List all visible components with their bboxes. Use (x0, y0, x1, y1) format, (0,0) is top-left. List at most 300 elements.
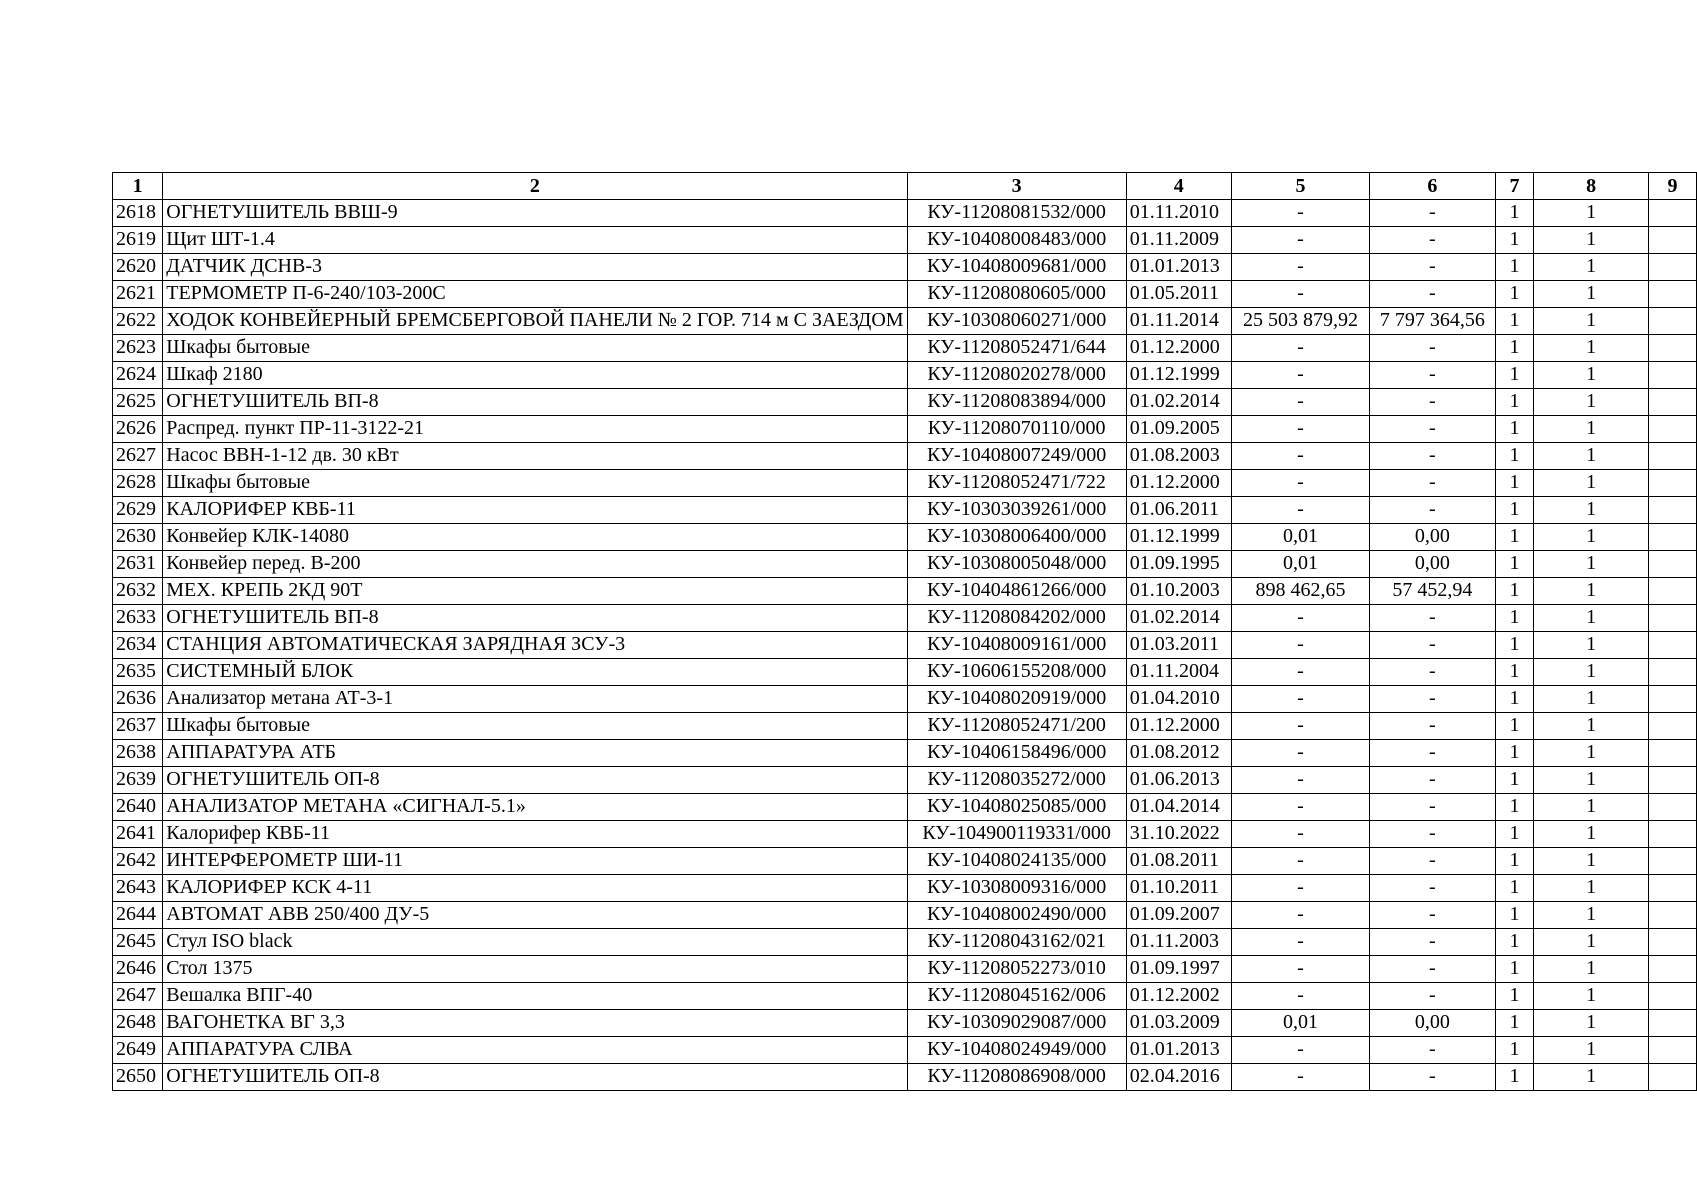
value-col5-cell: 0,01 (1231, 1010, 1369, 1037)
table-row (113, 902, 1697, 929)
item-name-cell: Шкафы бытовые (163, 335, 907, 362)
item-name-cell: КАЛОРИФЕР КВБ-11 (163, 497, 907, 524)
value-col5-cell: - (1231, 443, 1369, 470)
row-number-cell: 2620 (113, 254, 163, 281)
count-col8-cell: 1 (1534, 227, 1649, 254)
value-col5-cell: - (1231, 713, 1369, 740)
col9-cell (1649, 416, 1697, 443)
row-number-cell: 2619 (113, 227, 163, 254)
col9-cell (1649, 794, 1697, 821)
col9-cell (1649, 443, 1697, 470)
value-col5-cell: - (1231, 956, 1369, 983)
inventory-code-cell: КУ-11208043162/021 (907, 929, 1126, 956)
date-cell: 01.12.2000 (1126, 470, 1231, 497)
item-name-cell: МЕХ. КРЕПЬ 2КД 90Т (163, 578, 907, 605)
row-number-cell: 2625 (113, 389, 163, 416)
inventory-code-cell: КУ-10408025085/000 (907, 794, 1126, 821)
row-number-cell: 2648 (113, 1010, 163, 1037)
table-row (113, 578, 1697, 605)
item-name-cell: Щит ШТ-1.4 (163, 227, 907, 254)
table-row (113, 362, 1697, 389)
item-name-cell: Стул ISO black (163, 929, 907, 956)
count-col7-cell: 1 (1495, 578, 1534, 605)
inventory-code-cell: КУ-10606155208/000 (907, 659, 1126, 686)
inventory-code-cell: КУ-11208052273/010 (907, 956, 1126, 983)
date-cell: 01.09.1997 (1126, 956, 1231, 983)
inventory-code-cell: КУ-10408002490/000 (907, 902, 1126, 929)
date-cell: 01.04.2010 (1126, 686, 1231, 713)
value-col6-cell: - (1370, 713, 1496, 740)
value-col5-cell: 898 462,65 (1231, 578, 1369, 605)
count-col7-cell: 1 (1495, 956, 1534, 983)
value-col6-cell: - (1370, 740, 1496, 767)
inventory-code-cell: КУ-11208052471/200 (907, 713, 1126, 740)
value-col6-cell: - (1370, 902, 1496, 929)
count-col7-cell: 1 (1495, 254, 1534, 281)
count-col7-cell: 1 (1495, 443, 1534, 470)
value-col6-cell: - (1370, 929, 1496, 956)
count-col7-cell: 1 (1495, 227, 1534, 254)
row-number-cell: 2638 (113, 740, 163, 767)
col9-cell (1649, 389, 1697, 416)
column-header-2: 2 (163, 173, 907, 200)
row-number-cell: 2645 (113, 929, 163, 956)
col9-cell (1649, 605, 1697, 632)
row-number-cell: 2629 (113, 497, 163, 524)
value-col6-cell: - (1370, 1064, 1496, 1091)
inventory-code-cell: КУ-10309029087/000 (907, 1010, 1126, 1037)
value-col6-cell: - (1370, 254, 1496, 281)
inventory-code-cell: КУ-10408009161/000 (907, 632, 1126, 659)
count-col7-cell: 1 (1495, 929, 1534, 956)
table-row (113, 416, 1697, 443)
table-row (113, 794, 1697, 821)
count-col8-cell: 1 (1534, 686, 1649, 713)
row-number-cell: 2644 (113, 902, 163, 929)
table-row (113, 389, 1697, 416)
value-col5-cell: - (1231, 335, 1369, 362)
col9-cell (1649, 470, 1697, 497)
inventory-code-cell: КУ-11208080605/000 (907, 281, 1126, 308)
col9-cell (1649, 524, 1697, 551)
value-col6-cell: - (1370, 200, 1496, 227)
count-col8-cell: 1 (1534, 497, 1649, 524)
value-col5-cell: - (1231, 227, 1369, 254)
col9-cell (1649, 578, 1697, 605)
inventory-code-cell: КУ-10406158496/000 (907, 740, 1126, 767)
table-row (113, 713, 1697, 740)
value-col6-cell: - (1370, 605, 1496, 632)
date-cell: 01.09.2007 (1126, 902, 1231, 929)
date-cell: 01.12.2000 (1126, 335, 1231, 362)
row-number-cell: 2631 (113, 551, 163, 578)
item-name-cell: ХОДОК КОНВЕЙЕРНЫЙ БРЕМСБЕРГОВОЙ ПАНЕЛИ № 2 ГОР. 714 м С ЗАЕЗДОМ (163, 308, 907, 335)
date-cell: 01.01.2013 (1126, 254, 1231, 281)
value-col5-cell: - (1231, 497, 1369, 524)
count-col7-cell: 1 (1495, 848, 1534, 875)
table-row (113, 956, 1697, 983)
table-row (113, 443, 1697, 470)
count-col7-cell: 1 (1495, 794, 1534, 821)
col9-cell (1649, 686, 1697, 713)
header-row (113, 173, 1697, 200)
value-col6-cell: - (1370, 875, 1496, 902)
item-name-cell: Шкафы бытовые (163, 470, 907, 497)
value-col5-cell: - (1231, 767, 1369, 794)
date-cell: 01.08.2003 (1126, 443, 1231, 470)
column-header-8: 8 (1534, 173, 1649, 200)
value-col5-cell: - (1231, 740, 1369, 767)
value-col6-cell: - (1370, 335, 1496, 362)
count-col7-cell: 1 (1495, 389, 1534, 416)
value-col5-cell: - (1231, 686, 1369, 713)
column-header-9: 9 (1649, 173, 1697, 200)
value-col5-cell: - (1231, 902, 1369, 929)
row-number-cell: 2646 (113, 956, 163, 983)
count-col7-cell: 1 (1495, 308, 1534, 335)
table-row (113, 1037, 1697, 1064)
value-col6-cell: - (1370, 632, 1496, 659)
row-number-cell: 2635 (113, 659, 163, 686)
value-col5-cell: - (1231, 281, 1369, 308)
value-col5-cell: - (1231, 416, 1369, 443)
count-col7-cell: 1 (1495, 200, 1534, 227)
table-row (113, 1064, 1697, 1091)
table-row (113, 470, 1697, 497)
table-row (113, 254, 1697, 281)
count-col7-cell: 1 (1495, 335, 1534, 362)
value-col5-cell: - (1231, 929, 1369, 956)
date-cell: 01.05.2011 (1126, 281, 1231, 308)
table-row (113, 605, 1697, 632)
inventory-code-cell: КУ-11208052471/722 (907, 470, 1126, 497)
date-cell: 01.01.2013 (1126, 1037, 1231, 1064)
value-col6-cell: 57 452,94 (1370, 578, 1496, 605)
table-row (113, 335, 1697, 362)
item-name-cell: КАЛОРИФЕР КСК 4-11 (163, 875, 907, 902)
table-row (113, 848, 1697, 875)
item-name-cell: СИСТЕМНЫЙ БЛОК (163, 659, 907, 686)
col9-cell (1649, 821, 1697, 848)
value-col5-cell: - (1231, 1037, 1369, 1064)
date-cell: 01.11.2014 (1126, 308, 1231, 335)
inventory-code-cell: КУ-104900119331/000 (907, 821, 1126, 848)
row-number-cell: 2618 (113, 200, 163, 227)
count-col8-cell: 1 (1534, 956, 1649, 983)
table-row (113, 308, 1697, 335)
row-number-cell: 2650 (113, 1064, 163, 1091)
table-row (113, 497, 1697, 524)
row-number-cell: 2637 (113, 713, 163, 740)
date-cell: 01.10.2011 (1126, 875, 1231, 902)
table-row (113, 929, 1697, 956)
table-row (113, 632, 1697, 659)
count-col7-cell: 1 (1495, 632, 1534, 659)
inventory-code-cell: КУ-11208083894/000 (907, 389, 1126, 416)
value-col5-cell: - (1231, 983, 1369, 1010)
count-col7-cell: 1 (1495, 875, 1534, 902)
inventory-code-cell: КУ-10404861266/000 (907, 578, 1126, 605)
count-col7-cell: 1 (1495, 740, 1534, 767)
value-col5-cell: - (1231, 632, 1369, 659)
item-name-cell: ВАГОНЕТКА ВГ 3,3 (163, 1010, 907, 1037)
value-col6-cell: - (1370, 848, 1496, 875)
table-row (113, 524, 1697, 551)
value-col5-cell: 25 503 879,92 (1231, 308, 1369, 335)
count-col8-cell: 1 (1534, 281, 1649, 308)
column-header-5: 5 (1231, 173, 1369, 200)
date-cell: 01.12.1999 (1126, 362, 1231, 389)
value-col6-cell: - (1370, 821, 1496, 848)
row-number-cell: 2628 (113, 470, 163, 497)
item-name-cell: АППАРАТУРА СЛВА (163, 1037, 907, 1064)
table-row (113, 1010, 1697, 1037)
row-number-cell: 2632 (113, 578, 163, 605)
value-col6-cell: - (1370, 416, 1496, 443)
row-number-cell: 2641 (113, 821, 163, 848)
count-col7-cell: 1 (1495, 767, 1534, 794)
inventory-code-cell: КУ-10408020919/000 (907, 686, 1126, 713)
count-col7-cell: 1 (1495, 902, 1534, 929)
item-name-cell: ОГНЕТУШИТЕЛЬ ВП-8 (163, 605, 907, 632)
date-cell: 01.11.2010 (1126, 200, 1231, 227)
date-cell: 01.03.2011 (1126, 632, 1231, 659)
table-row (113, 740, 1697, 767)
inventory-code-cell: КУ-11208070110/000 (907, 416, 1126, 443)
count-col8-cell: 1 (1534, 200, 1649, 227)
date-cell: 01.12.2002 (1126, 983, 1231, 1010)
date-cell: 01.06.2011 (1126, 497, 1231, 524)
item-name-cell: СТАНЦИЯ АВТОМАТИЧЕСКАЯ ЗАРЯДНАЯ ЗСУ-3 (163, 632, 907, 659)
col9-cell (1649, 659, 1697, 686)
col9-cell (1649, 767, 1697, 794)
table-row (113, 281, 1697, 308)
row-number-cell: 2626 (113, 416, 163, 443)
inventory-code-cell: КУ-11208052471/644 (907, 335, 1126, 362)
row-number-cell: 2649 (113, 1037, 163, 1064)
value-col5-cell: - (1231, 200, 1369, 227)
count-col8-cell: 1 (1534, 713, 1649, 740)
col9-cell (1649, 308, 1697, 335)
value-col6-cell: 0,00 (1370, 524, 1496, 551)
count-col8-cell: 1 (1534, 875, 1649, 902)
col9-cell (1649, 497, 1697, 524)
item-name-cell: ИНТЕРФЕРОМЕТР ШИ-11 (163, 848, 907, 875)
value-col5-cell: - (1231, 605, 1369, 632)
count-col8-cell: 1 (1534, 632, 1649, 659)
table-row (113, 875, 1697, 902)
table-row (113, 227, 1697, 254)
inventory-code-cell: КУ-10408008483/000 (907, 227, 1126, 254)
column-header-4: 4 (1126, 173, 1231, 200)
count-col8-cell: 1 (1534, 1037, 1649, 1064)
value-col6-cell: - (1370, 443, 1496, 470)
col9-cell (1649, 740, 1697, 767)
item-name-cell: Анализатор метана АТ-3-1 (163, 686, 907, 713)
item-name-cell: ОГНЕТУШИТЕЛЬ ОП-8 (163, 1064, 907, 1091)
table-body (113, 200, 1697, 1091)
inventory-code-cell: КУ-10308009316/000 (907, 875, 1126, 902)
count-col8-cell: 1 (1534, 362, 1649, 389)
value-col5-cell: - (1231, 875, 1369, 902)
table-row (113, 686, 1697, 713)
item-name-cell: ОГНЕТУШИТЕЛЬ ВП-8 (163, 389, 907, 416)
count-col8-cell: 1 (1534, 983, 1649, 1010)
row-number-cell: 2639 (113, 767, 163, 794)
count-col8-cell: 1 (1534, 389, 1649, 416)
value-col6-cell: - (1370, 470, 1496, 497)
date-cell: 01.02.2014 (1126, 389, 1231, 416)
value-col6-cell: - (1370, 389, 1496, 416)
inventory-code-cell: КУ-11208086908/000 (907, 1064, 1126, 1091)
count-col8-cell: 1 (1534, 740, 1649, 767)
value-col6-cell: 7 797 364,56 (1370, 308, 1496, 335)
col9-cell (1649, 1037, 1697, 1064)
date-cell: 01.11.2009 (1126, 227, 1231, 254)
count-col7-cell: 1 (1495, 524, 1534, 551)
date-cell: 01.04.2014 (1126, 794, 1231, 821)
row-number-cell: 2636 (113, 686, 163, 713)
item-name-cell: Шкаф 2180 (163, 362, 907, 389)
item-name-cell: Распред. пункт ПР-11-3122-21 (163, 416, 907, 443)
table-row (113, 200, 1697, 227)
value-col5-cell: - (1231, 848, 1369, 875)
date-cell: 31.10.2022 (1126, 821, 1231, 848)
count-col8-cell: 1 (1534, 254, 1649, 281)
count-col8-cell: 1 (1534, 659, 1649, 686)
count-col7-cell: 1 (1495, 281, 1534, 308)
row-number-cell: 2640 (113, 794, 163, 821)
table-row (113, 821, 1697, 848)
date-cell: 01.08.2012 (1126, 740, 1231, 767)
count-col7-cell: 1 (1495, 713, 1534, 740)
col9-cell (1649, 956, 1697, 983)
count-col8-cell: 1 (1534, 578, 1649, 605)
count-col7-cell: 1 (1495, 416, 1534, 443)
item-name-cell: Стол 1375 (163, 956, 907, 983)
count-col8-cell: 1 (1534, 848, 1649, 875)
col9-cell (1649, 254, 1697, 281)
col9-cell (1649, 983, 1697, 1010)
count-col7-cell: 1 (1495, 1010, 1534, 1037)
date-cell: 01.12.2000 (1126, 713, 1231, 740)
item-name-cell: Калорифер КВБ-11 (163, 821, 907, 848)
value-col6-cell: - (1370, 686, 1496, 713)
row-number-cell: 2647 (113, 983, 163, 1010)
item-name-cell: ОГНЕТУШИТЕЛЬ ВВШ-9 (163, 200, 907, 227)
row-number-cell: 2623 (113, 335, 163, 362)
value-col6-cell: 0,00 (1370, 1010, 1496, 1037)
value-col6-cell: - (1370, 281, 1496, 308)
date-cell: 01.06.2013 (1126, 767, 1231, 794)
col9-cell (1649, 902, 1697, 929)
count-col8-cell: 1 (1534, 605, 1649, 632)
row-number-cell: 2622 (113, 308, 163, 335)
date-cell: 01.03.2009 (1126, 1010, 1231, 1037)
item-name-cell: АППАРАТУРА АТБ (163, 740, 907, 767)
inventory-code-cell: КУ-10408009681/000 (907, 254, 1126, 281)
table-row (113, 551, 1697, 578)
table-row (113, 659, 1697, 686)
inventory-code-cell: КУ-10308005048/000 (907, 551, 1126, 578)
value-col5-cell: - (1231, 821, 1369, 848)
inventory-code-cell: КУ-10408024135/000 (907, 848, 1126, 875)
value-col5-cell: - (1231, 470, 1369, 497)
row-number-cell: 2642 (113, 848, 163, 875)
item-name-cell: ОГНЕТУШИТЕЛЬ ОП-8 (163, 767, 907, 794)
count-col7-cell: 1 (1495, 983, 1534, 1010)
table-row (113, 983, 1697, 1010)
count-col8-cell: 1 (1534, 929, 1649, 956)
item-name-cell: ТЕРМОМЕТР П-6-240/103-200С (163, 281, 907, 308)
column-header-7: 7 (1495, 173, 1534, 200)
count-col7-cell: 1 (1495, 659, 1534, 686)
value-col6-cell: - (1370, 362, 1496, 389)
date-cell: 01.11.2003 (1126, 929, 1231, 956)
value-col6-cell: - (1370, 983, 1496, 1010)
value-col5-cell: - (1231, 1064, 1369, 1091)
col9-cell (1649, 929, 1697, 956)
date-cell: 01.09.1995 (1126, 551, 1231, 578)
item-name-cell: Вешалка ВПГ-40 (163, 983, 907, 1010)
column-header-1: 1 (113, 173, 163, 200)
col9-cell (1649, 281, 1697, 308)
col9-cell (1649, 1010, 1697, 1037)
count-col8-cell: 1 (1534, 335, 1649, 362)
count-col8-cell: 1 (1534, 1064, 1649, 1091)
inventory-code-cell: КУ-11208035272/000 (907, 767, 1126, 794)
col9-cell (1649, 1064, 1697, 1091)
date-cell: 01.08.2011 (1126, 848, 1231, 875)
item-name-cell: АНАЛИЗАТОР МЕТАНА «СИГНАЛ-5.1» (163, 794, 907, 821)
count-col7-cell: 1 (1495, 1037, 1534, 1064)
col9-cell (1649, 632, 1697, 659)
date-cell: 01.10.2003 (1126, 578, 1231, 605)
value-col6-cell: 0,00 (1370, 551, 1496, 578)
count-col7-cell: 1 (1495, 362, 1534, 389)
inventory-code-cell: КУ-10308006400/000 (907, 524, 1126, 551)
date-cell: 02.04.2016 (1126, 1064, 1231, 1091)
inventory-code-cell: КУ-10408024949/000 (907, 1037, 1126, 1064)
count-col7-cell: 1 (1495, 1064, 1534, 1091)
count-col8-cell: 1 (1534, 1010, 1649, 1037)
inventory-table (112, 172, 1697, 1091)
column-header-3: 3 (907, 173, 1126, 200)
date-cell: 01.12.1999 (1126, 524, 1231, 551)
value-col5-cell: - (1231, 794, 1369, 821)
column-header-6: 6 (1370, 173, 1496, 200)
item-name-cell: Шкафы бытовые (163, 713, 907, 740)
row-number-cell: 2634 (113, 632, 163, 659)
value-col6-cell: - (1370, 956, 1496, 983)
count-col7-cell: 1 (1495, 497, 1534, 524)
count-col7-cell: 1 (1495, 551, 1534, 578)
value-col5-cell: - (1231, 389, 1369, 416)
value-col6-cell: - (1370, 794, 1496, 821)
row-number-cell: 2643 (113, 875, 163, 902)
date-cell: 01.11.2004 (1126, 659, 1231, 686)
col9-cell (1649, 551, 1697, 578)
value-col5-cell: 0,01 (1231, 524, 1369, 551)
count-col8-cell: 1 (1534, 902, 1649, 929)
count-col8-cell: 1 (1534, 551, 1649, 578)
count-col8-cell: 1 (1534, 308, 1649, 335)
col9-cell (1649, 362, 1697, 389)
col9-cell (1649, 875, 1697, 902)
count-col7-cell: 1 (1495, 605, 1534, 632)
col9-cell (1649, 227, 1697, 254)
row-number-cell: 2633 (113, 605, 163, 632)
